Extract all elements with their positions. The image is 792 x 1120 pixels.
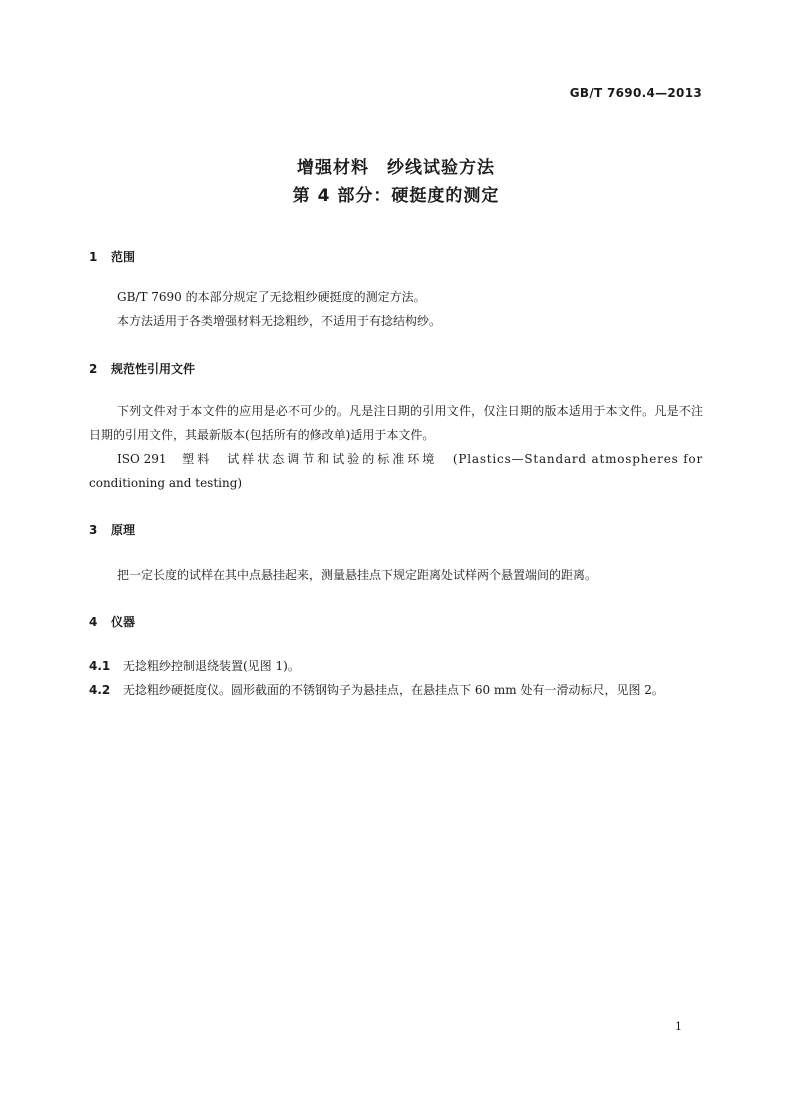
- section-number: 2: [89, 362, 98, 376]
- clause-4-2: [89, 678, 703, 702]
- section-number: 4: [89, 615, 98, 629]
- clause-text: 无捻粗纱硬挺度仪。圆形截面的不锈钢钩子为悬挂点，在悬挂点下 60 mm 处有一滑动标尺，见图 2。: [123, 683, 664, 697]
- page-number: 1: [675, 1020, 682, 1033]
- section-title: 仪器: [111, 615, 136, 629]
- clause-number: 4.1: [89, 659, 111, 673]
- document-title-line1: 增强材料 纱线试验方法: [297, 158, 495, 178]
- section-title: 规范性引用文件: [111, 362, 196, 376]
- section-title: 范围: [111, 250, 136, 264]
- section-number: 1: [89, 250, 98, 264]
- reference-title-cn: 塑料 试样状态调节和试验的标准环境: [182, 452, 438, 466]
- scope-paragraph-2: 本方法适用于各类增强材料无捻粗纱，不适用于有捻结构纱。: [117, 314, 442, 328]
- section-number: 3: [89, 523, 98, 537]
- reference-title-en: (Plastics—Standard atmospheres for: [452, 452, 703, 466]
- reference-entry-iso291: [89, 447, 703, 495]
- reference-code: ISO 291: [117, 452, 167, 466]
- principle-paragraph-1: 把一定长度的试样在其中点悬挂起来，测量悬挂点下规定距离处试样两个悬置端间的距离。: [117, 568, 598, 582]
- reference-title-en-cont: conditioning and testing): [89, 476, 243, 490]
- refs-paragraph-1: 下列文件对于本文件的应用是必不可少的。凡是注日期的引用文件，仅注日期的版本适用于本文件。凡是不注日期的引用文件，其最新版本(包括所有的修改单)适用于本文件。: [89, 404, 703, 442]
- section-heading-normative-references: [89, 360, 195, 377]
- section-title: 原理: [111, 523, 136, 537]
- clause-number: 4.2: [89, 683, 111, 697]
- standard-code: GB/T 7690.4—2013: [569, 86, 702, 100]
- section-heading-scope: [89, 248, 135, 265]
- scope-paragraph-1: GB/T 7690 的本部分规定了无捻粗纱硬挺度的测定方法。: [117, 290, 426, 304]
- document-title-line2: 第 4 部分：硬挺度的测定: [292, 186, 500, 206]
- section-heading-apparatus: [89, 613, 135, 630]
- clause-4-1: [89, 654, 703, 678]
- clause-text: 无捻粗纱控制退绕装置(见图 1)。: [123, 659, 300, 673]
- section-heading-principle: [89, 521, 135, 538]
